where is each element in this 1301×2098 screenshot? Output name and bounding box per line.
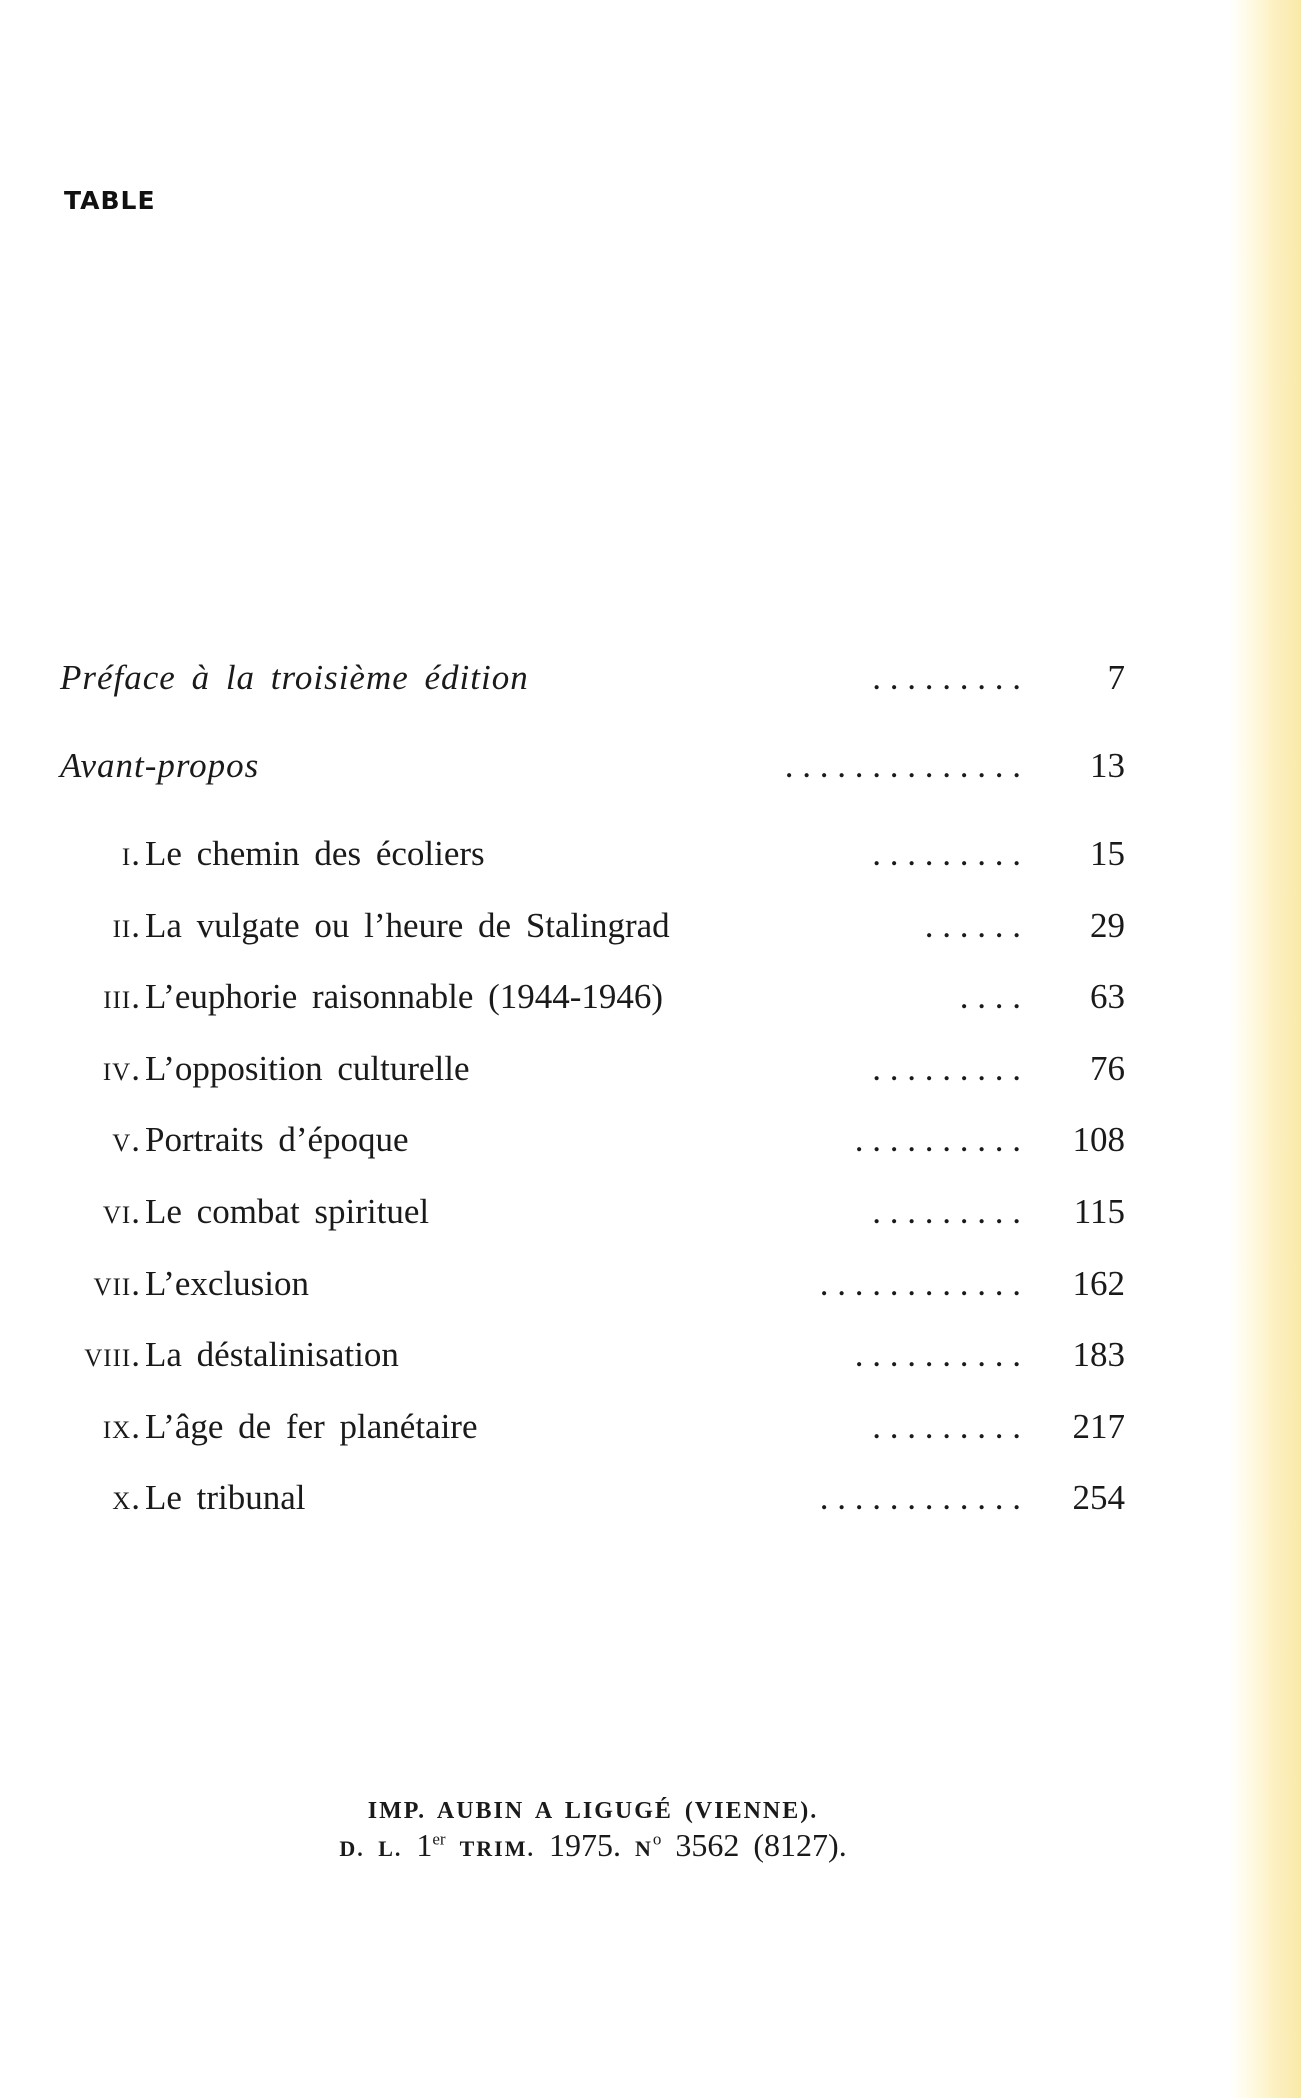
dot-leader: . . . . . . . . . . <box>854 1120 1021 1159</box>
chapter-number: iv. <box>102 1049 141 1088</box>
dot-leader: . . . . . . . . . <box>872 1049 1021 1088</box>
page-number: 7 <box>1107 658 1125 697</box>
imprint-quarter-number: 1 <box>416 1827 433 1863</box>
imprint-no-label: N <box>634 1836 653 1861</box>
page-number: 115 <box>1073 1192 1125 1231</box>
printer-imprint <box>0 1798 1186 1864</box>
entry-title: Avant-propos <box>60 746 260 785</box>
page-number: 15 <box>1090 834 1125 873</box>
page-number: 29 <box>1090 906 1125 945</box>
chapter-number: viii. <box>84 1335 141 1374</box>
page-number: 217 <box>1072 1407 1125 1446</box>
page-number: 63 <box>1090 977 1125 1016</box>
toc-chapter-entry <box>0 1335 1301 1385</box>
chapter-number: ix. <box>102 1407 141 1446</box>
entry-title: L’euphorie raisonnable (1944-1946) <box>145 977 664 1016</box>
imprint-legal-deposit <box>0 1827 1186 1864</box>
dot-leader: . . . . . . . . . <box>872 658 1021 697</box>
page-number: 183 <box>1072 1335 1125 1374</box>
chapter-number: i. <box>121 834 141 873</box>
toc-chapter-entry <box>0 1192 1301 1242</box>
page-number: 13 <box>1090 746 1125 785</box>
toc-chapter-entry <box>0 1264 1301 1314</box>
imprint-no-sup: o <box>652 1829 662 1849</box>
imprint-dl: D. L. <box>339 1836 403 1861</box>
imprint-printer: IMP. AUBIN A LIGUGÉ (VIENNE). <box>367 1798 819 1824</box>
entry-title: Préface à la troisième édition <box>60 658 529 697</box>
entry-title: Le chemin des écoliers <box>145 834 485 873</box>
entry-title: Portraits d’époque <box>145 1120 409 1159</box>
entry-title: L’opposition culturelle <box>145 1049 470 1088</box>
toc-chapter-entry <box>0 906 1301 956</box>
entry-title: La déstalinisation <box>145 1335 399 1374</box>
chapter-number: ii. <box>112 906 141 945</box>
entry-title: La vulgate ou l’heure de Stalingrad <box>145 906 670 945</box>
dot-leader: . . . . . . . . . <box>872 1192 1021 1231</box>
toc-front-entry <box>0 746 1301 796</box>
dot-leader: . . . . . . . . . . . . <box>819 1264 1021 1303</box>
page-number: 162 <box>1072 1264 1125 1303</box>
toc-chapter-entry <box>0 1407 1301 1457</box>
dot-leader: . . . . . . . . . . . . <box>819 1478 1021 1517</box>
page-number: 254 <box>1072 1478 1125 1517</box>
chapter-number: iii. <box>103 977 141 1016</box>
toc-chapter-entry <box>0 977 1301 1027</box>
toc-front-entry <box>0 658 1301 708</box>
imprint-number: 3562 (8127). <box>675 1827 847 1863</box>
chapter-number: x. <box>112 1478 141 1517</box>
page-number: 108 <box>1072 1120 1125 1159</box>
dot-leader: . . . . . . . . . . . . . . <box>784 746 1021 785</box>
entry-title: Le tribunal <box>145 1478 306 1517</box>
entry-title: L’exclusion <box>145 1264 309 1303</box>
entry-title: L’âge de fer planétaire <box>145 1407 478 1446</box>
dot-leader: . . . . . . . . . <box>872 834 1021 873</box>
toc-chapter-entry <box>0 834 1301 884</box>
entry-title: Le combat spirituel <box>145 1192 430 1231</box>
dot-leader: . . . . . . <box>924 906 1021 945</box>
dot-leader: . . . . <box>959 977 1021 1016</box>
chapter-number: vi. <box>102 1192 141 1231</box>
dot-leader: . . . . . . . . . <box>872 1407 1021 1446</box>
chapter-number: vii. <box>93 1264 141 1303</box>
chapter-number: v. <box>112 1120 141 1159</box>
imprint-year: 1975. <box>548 1827 621 1863</box>
dot-leader: . . . . . . . . . . <box>854 1335 1021 1374</box>
toc-chapter-entry <box>0 1478 1301 1528</box>
toc-chapter-entry <box>0 1120 1301 1170</box>
page-number: 76 <box>1090 1049 1125 1088</box>
imprint-quarter-suffix: er <box>432 1829 446 1849</box>
page-heading: TABLE <box>64 186 156 215</box>
toc-chapter-entry <box>0 1049 1301 1099</box>
imprint-trim: TRIM. <box>459 1836 535 1861</box>
